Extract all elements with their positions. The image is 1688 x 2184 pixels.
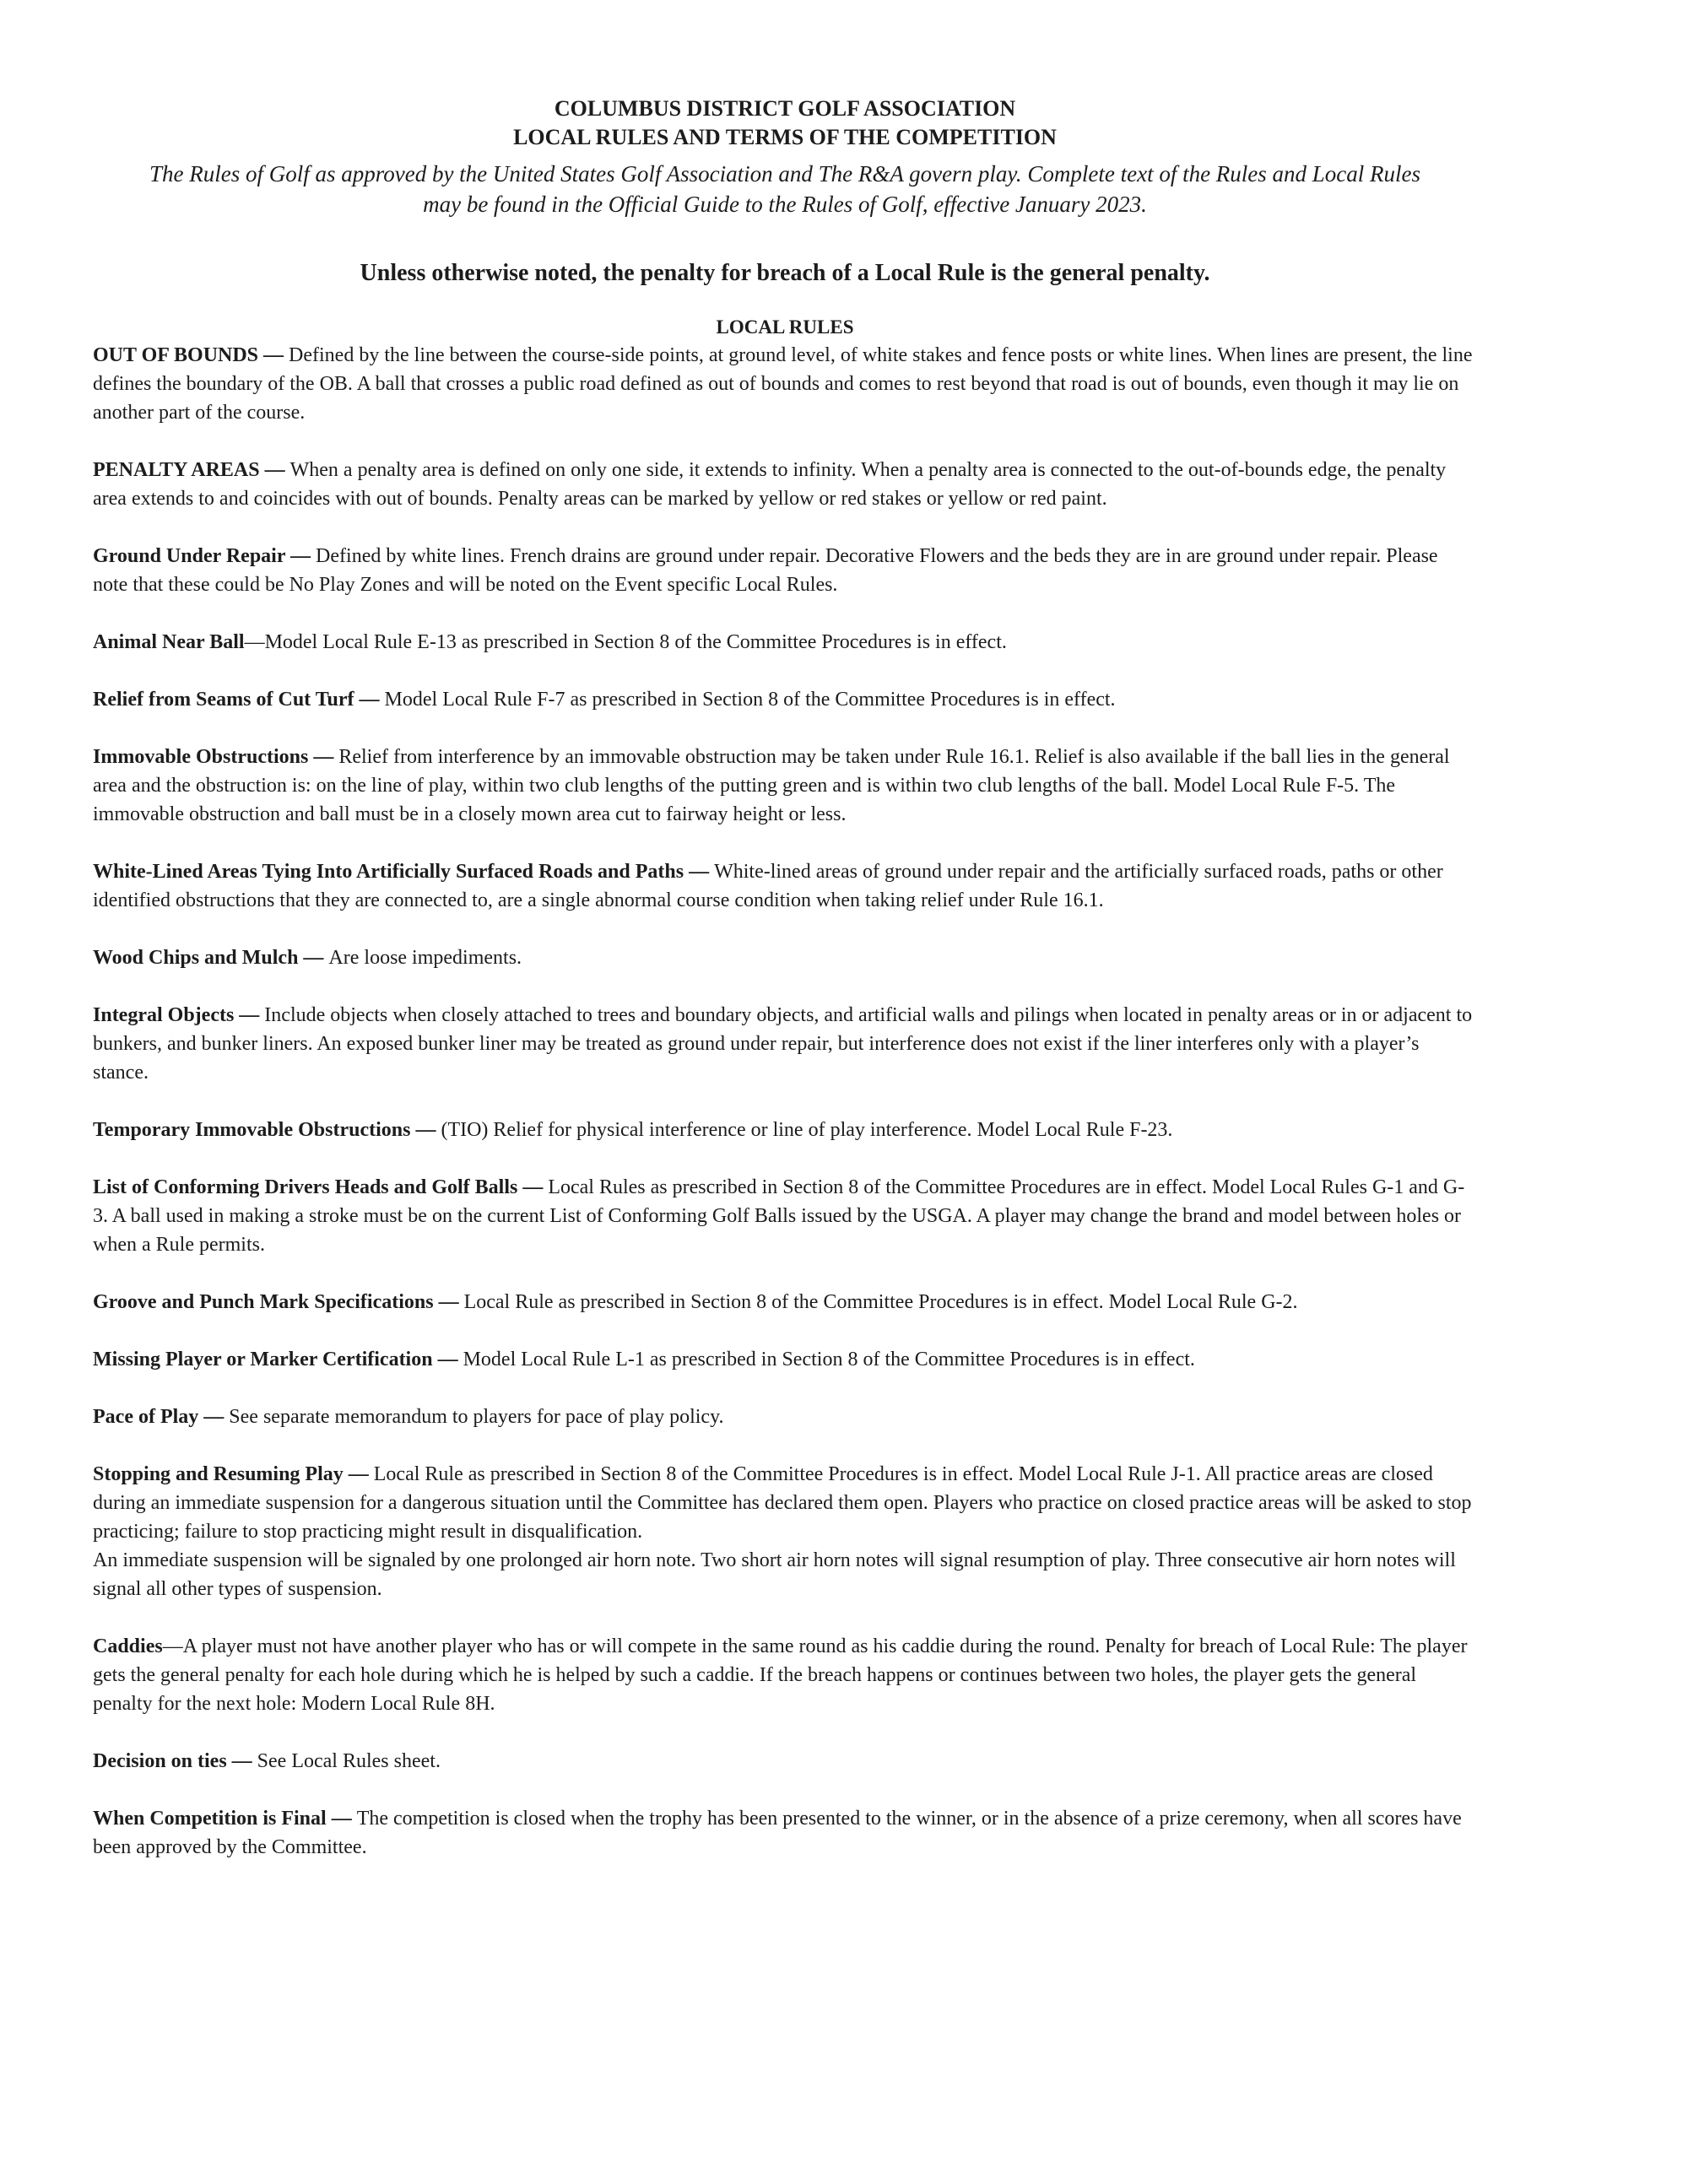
rule-text: Local Rules as prescribed in Section 8 of the Committee Procedures are in effect. Model Local Rules G-1 and G-3. A ball used in making a stroke must be on the current List of Conforming Golf Balls issued by the USGA. A player may change the brand and model between holes or when a Rule permits. [93,1176,1465,1256]
rule-when-competition-final [93,1804,1477,1862]
rule-separator: — [259,459,290,481]
rule-missing-player-marker [93,1345,1477,1374]
rule-wood-chips-mulch [93,943,1477,972]
rule-separator: — [684,861,715,883]
rules-list [93,341,1477,1862]
rule-heading: Stopping and Resuming Play [93,1463,344,1485]
rule-integral-objects [93,1001,1477,1087]
rule-separator: — [410,1119,441,1141]
rule-heading: Missing Player or Marker Certification [93,1349,433,1370]
rule-caddies [93,1632,1477,1718]
rule-heading: Pace of Play [93,1406,199,1428]
rule-separator: — [298,947,329,969]
rule-text: Model Local Rule E-13 as prescribed in Section 8 of the Committee Procedures is in effect. [264,631,1007,653]
rule-stopping-resuming-play [93,1460,1477,1603]
rule-penalty-areas [93,456,1477,513]
rule-separator: — [433,1291,464,1313]
document-body [93,0,1477,1862]
rule-text: See Local Rules sheet. [257,1750,441,1772]
rule-separator: — [234,1004,265,1026]
rule-heading: List of Conforming Drivers Heads and Golf Balls [93,1176,518,1198]
rule-separator: — [258,344,289,366]
rule-heading: Groove and Punch Mark Specifications [93,1291,434,1313]
rule-separator: — [285,545,316,567]
rule-heading: White-Lined Areas Tying Into Artificially Surfaced Roads and Paths [93,861,684,883]
rule-heading: Caddies [93,1635,163,1657]
rule-separator: — [226,1750,257,1772]
penalty-note: Unless otherwise noted, the penalty for breach of a Local Rule is the general penalty. [360,260,1210,286]
rule-pace-of-play [93,1403,1477,1431]
org-title: COLUMBUS DISTRICT GOLF ASSOCIATION [554,96,1016,121]
rule-separator: — [432,1349,463,1370]
rule-heading: Wood Chips and Mulch [93,947,299,969]
rule-separator: — [517,1176,549,1198]
rule-text: See separate memorandum to players for pace of play policy. [229,1406,724,1428]
rule-heading: Decision on ties [93,1750,227,1772]
rule-text: A player must not have another player who has or will compete in the same round as his caddie during the round. Penalty for breach of Local Rule: The player gets the general penalty for each hole during which he is helped by such a caddie. If the breach happens or continues between two holes, the player gets the general penalty for the next hole: Modern Local Rule 8H. [93,1635,1468,1715]
rule-text: Local Rule as prescribed in Section 8 of the Committee Procedures is in effect. Model Local Rule J-1. All practice areas are closed during an immediate suspension for a dangerous situation until the Committee has declared them open. Players who practice on closed practice areas will be asked to stop practicing; failure to stop practicing might result in disqualification. [93,1463,1472,1543]
rule-separator: — [343,1463,374,1485]
rule-separator: — [198,1406,230,1428]
rule-animal-near-ball [93,628,1477,657]
rule-heading: Ground Under Repair [93,545,286,567]
rule-heading: Integral Objects [93,1004,235,1026]
rule-heading: Temporary Immovable Obstructions [93,1119,411,1141]
rule-immovable-obstructions [93,743,1477,829]
rule-heading: When Competition is Final [93,1808,327,1830]
rule-text-continued: An immediate suspension will be signaled by one prolonged air horn note. Two short air horn notes will signal resumption of play. Three consecutive air horn notes will signal all other types of suspension. [93,1549,1456,1600]
rule-text: Relief from interference by an immovable obstruction may be taken under Rule 16.1. Relief is also available if the ball lies in the general area and the obstruction is: on the line of play, within two club lengths of the putting green and is within two club lengths of the ball. Model Local Rule F-5. The immovable obstruction and ball must be in a closely mown area cut to fairway height or less. [93,746,1450,825]
rule-text: (TIO) Relief for physical interference or line of play interference. Model Local Rule F-23. [441,1119,1173,1141]
rule-heading: Relief from Seams of Cut Turf [93,689,354,711]
doc-title: LOCAL RULES AND TERMS OF THE COMPETITION [513,125,1057,149]
rule-heading: PENALTY AREAS [93,459,260,481]
rule-heading: Animal Near Ball [93,631,245,653]
rule-text: Model Local Rule F-7 as prescribed in Section 8 of the Committee Procedures is in effect. [384,689,1116,711]
rule-out-of-bounds [93,341,1477,427]
intro-note: The Rules of Golf as approved by the United States Golf Association and The R&A govern play. Complete text of the Rules and Local Rules may be found in the Official Guide to the Rules of Golf, effective January 2023. [149,161,1421,217]
rule-decision-on-ties [93,1747,1477,1776]
rule-text: The competition is closed when the trophy has been presented to the winner, or in the absence of a prize ceremony, when all scores have been approved by the Committee. [93,1808,1462,1858]
rule-groove-punch-mark [93,1288,1477,1316]
rule-text: Model Local Rule L-1 as prescribed in Section 8 of the Committee Procedures is in effect. [463,1349,1195,1370]
rule-separator: — [326,1808,357,1830]
rule-heading: OUT OF BOUNDS [93,344,259,366]
rule-text: Defined by the line between the course-side points, at ground level, of white stakes and fence posts or white lines. When lines are present, the line defines the boundary of the OB. A ball that crosses a public road defined as out of bounds and comes to rest beyond that road is out of bounds, even though it may lie on another part of the course. [93,344,1473,424]
rule-text: Local Rule as prescribed in Section 8 of the Committee Procedures is in effect. Model Local Rule G-2. [463,1291,1298,1313]
rule-ground-under-repair [93,542,1477,599]
section-heading-local-rules: LOCAL RULES [716,316,854,338]
rule-text: Are loose impediments. [328,947,522,969]
rule-heading: Immovable Obstructions [93,746,309,768]
rule-text: Defined by white lines. French drains are ground under repair. Decorative Flowers and the beds they are in are ground under repair. Please note that these could be No Play Zones and will be noted on the Event specific Local Rules. [93,545,1438,596]
rule-temporary-immovable-obstructions [93,1116,1477,1144]
rule-relief-seams-cut-turf [93,685,1477,714]
rule-separator: — [308,746,339,768]
rule-separator: — [162,1635,183,1657]
rule-text: White-lined areas of ground under repair and the artificially surfaced roads, paths or other identified obstructions that they are connected to, are a single abnormal course condition when taking relief under Rule 16.1. [93,861,1443,911]
rule-text: Include objects when closely attached to trees and boundary objects, and artificial walls and pilings when located in penalty areas or in or adjacent to bunkers, and bunker liners. An exposed bunker liner may be treated as ground under repair, but interference does not exist if the liner interferes only with a player’s stance. [93,1004,1473,1084]
rule-separator: — [244,631,265,653]
rule-white-lined-areas [93,857,1477,915]
rule-conforming-drivers-balls [93,1173,1477,1259]
rule-text: When a penalty area is defined on only one side, it extends to infinity. When a penalty area is connected to the out-of-bounds edge, the penalty area extends to and coincides with out of bounds. Penalty areas can be marked by yellow or red stakes or yellow or red paint. [93,459,1447,510]
rule-separator: — [354,689,385,711]
